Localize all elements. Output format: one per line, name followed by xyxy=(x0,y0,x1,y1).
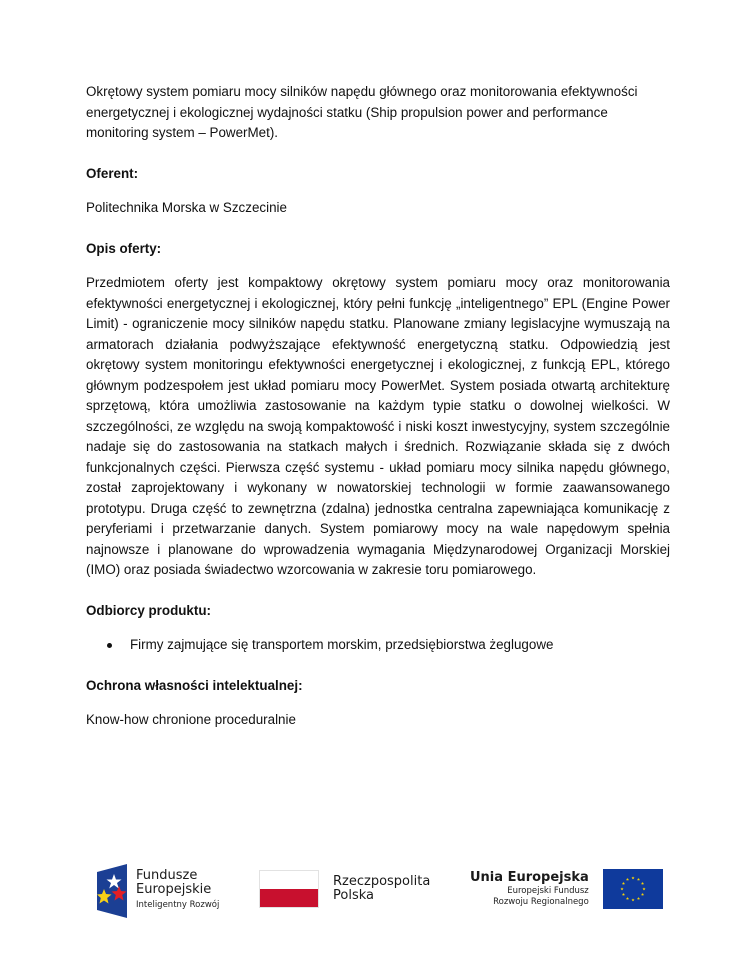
section-ochrona xyxy=(86,676,670,731)
eu-star-icon xyxy=(631,876,634,879)
bullet-icon xyxy=(107,643,112,648)
heading-oferent: Oferent: xyxy=(86,165,139,181)
unia-europejska-logo xyxy=(470,869,663,909)
eu-star-icon xyxy=(620,887,623,890)
list-item xyxy=(86,635,670,656)
list-item-text: Firmy zajmujące się transportem morskim, przedsiębiorstwa żeglugowe xyxy=(130,637,554,652)
eu-star-icon xyxy=(622,882,625,885)
eu-star-icon xyxy=(626,878,629,881)
unia-title: Unia Europejska xyxy=(470,869,589,885)
eu-star-icon xyxy=(626,897,629,900)
eu-star-icon xyxy=(641,893,644,896)
fundusze-europejskie-text xyxy=(136,869,219,912)
document-title-paragraph: Okrętowy system pomiaru mocy silników napędu głównego oraz monitorowania efektywności energetycznej i ekologicznej wydajności statku (Ship propulsion power and performance monitoring system – PowerMet). xyxy=(86,84,638,140)
heading-opis-oferty: Opis oferty: xyxy=(86,240,162,256)
rzeczpospolita-polska-logo xyxy=(259,870,430,908)
oferent-text: Politechnika Morska w Szczecinie xyxy=(86,200,287,215)
unia-europejska-text xyxy=(470,870,589,909)
eu-star-icon xyxy=(637,878,640,881)
unia-sub-line1: Europejski Fundusz xyxy=(507,885,589,896)
eu-star-icon xyxy=(631,898,634,901)
heading-odbiorcy: Odbiorcy produktu: xyxy=(86,602,211,618)
fundusze-title-line1: Fundusze xyxy=(136,868,198,883)
fundusze-title-line2: Europejskie xyxy=(136,882,212,897)
eu-flag-icon xyxy=(603,869,663,909)
eu-star-icon xyxy=(622,893,625,896)
footer-logos xyxy=(0,860,751,922)
polish-flag-icon xyxy=(259,870,319,908)
odbiorcy-list xyxy=(86,635,670,656)
opis-oferty-text: Przedmiotem oferty jest kompaktowy okrętowy system pomiaru mocy oraz monitorowania efektywności energetycznej i ekologicznej, który pełni funkcję „inteligentnego” EPL (Engine Power Limit) - ograniczenie mocy silników napędu statku. Planowane zmiany legislacyjne wymuszają na armatorach działania podwyższające efektywność energetyczną statku. Odpowiedzią jest okrętowy system monitoringu efektywności energetycznej i ekologicznej, z funkcją EPL, którego głównym podzespołem jest układ pomiaru mocy PowerMet. System posiada otwartą architekturę sprzętową, która umożliwia zastosowanie na każdym typie statku o dowolnej wielkości. W szczególności, ze względu na swoją kompaktowość i niski koszt inwestycyjny, system szczególnie nadaje się do zastosowania na statkach małych i średnich. Rozwiązanie składa się z dwóch funkcjonalnych części. Pierwsza część systemu - układ pomiaru mocy silnika napędu głównego, został zaprojektowany i wykonany w nowatorskiej technologii w formie zaawansowanego prototypu. Druga część to zewnętrzna (zdalna) jednostka centralna zapewniająca komunikację z peryferiami i przetwarzanie danych. System pomiarowy mocy na wale napędowym spełnia najnowsze i planowane do wprowadzenia wymagania Międzynarodowej Organizacji Morskiej (IMO) oraz posiada świadectwo wzorcowania w zakresie toru pomiarowego. xyxy=(86,275,670,577)
unia-sub-line2: Rozwoju Regionalnego xyxy=(493,897,589,907)
eu-star-icon xyxy=(642,887,645,890)
rzeczpospolita-line1: Rzeczpospolita xyxy=(333,874,431,889)
fundusze-subtitle: Inteligentny Rozwój xyxy=(136,900,220,910)
document-body xyxy=(86,82,670,751)
rzeczpospolita-text xyxy=(333,875,430,903)
rzeczpospolita-line2: Polska xyxy=(333,888,374,903)
section-opis-oferty xyxy=(86,239,670,581)
fundusze-europejskie-logo xyxy=(97,863,219,918)
heading-ochrona: Ochrona własności intelektualnej: xyxy=(86,677,303,693)
section-odbiorcy xyxy=(86,601,670,656)
eu-star-icon xyxy=(637,897,640,900)
ochrona-text: Know-how chronione proceduralnie xyxy=(86,712,296,727)
section-oferent xyxy=(86,164,670,219)
fundusze-europejskie-logo-icon xyxy=(97,864,127,918)
eu-star-icon xyxy=(641,882,644,885)
